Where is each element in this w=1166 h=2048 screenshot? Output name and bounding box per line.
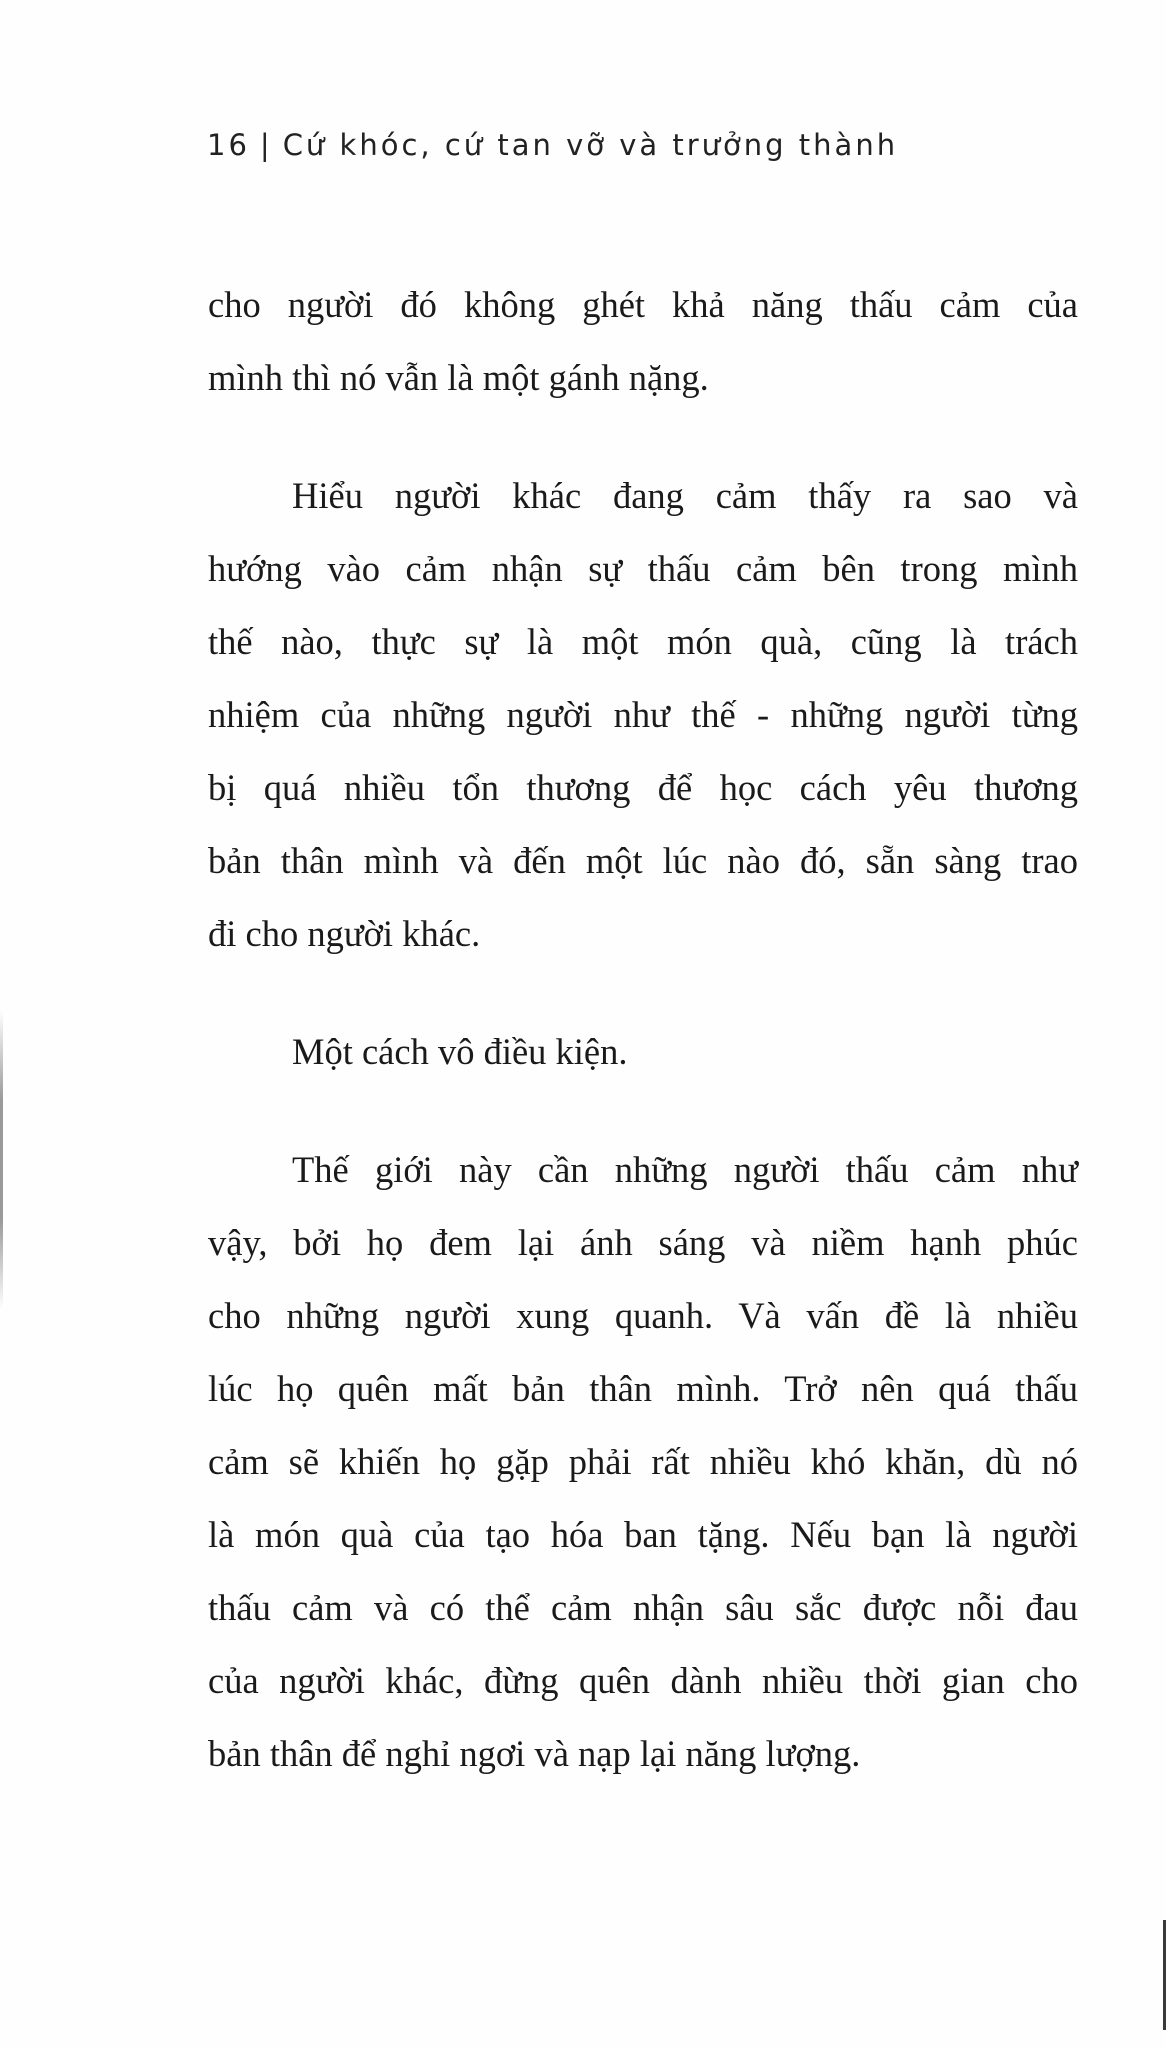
text-line: thấu cảm và có thể cảm nhận sâu sắc được nỗi đau [208, 1587, 1078, 1628]
text-line: bản thân để nghỉ ngơi và nạp lại năng lượng. [208, 1733, 861, 1774]
text-line: là món quà của tạo hóa ban tặng. Nếu bạn là người [208, 1514, 1078, 1555]
text-line: cho những người xung quanh. Và vấn đề là nhiều [208, 1295, 1078, 1336]
text-line: vậy, bởi họ đem lại ánh sáng và niềm hạnh phúc [208, 1222, 1078, 1263]
text-line: nhiệm của những người như thế - những người từng [208, 694, 1078, 735]
body-text [208, 268, 1078, 1835]
running-header [207, 128, 898, 162]
text-line: cho người đó không ghét khả năng thấu cảm của [208, 284, 1078, 325]
text-line: cảm sẽ khiến họ gặp phải rất nhiều khó khăn, dù nó [208, 1441, 1078, 1482]
paragraph [208, 1133, 1078, 1790]
text-line: Một cách vô điều kiện. [292, 1031, 628, 1072]
text-line: thế nào, thực sự là một món quà, cũng là trách [208, 621, 1078, 662]
text-line: bản thân mình và đến một lúc nào đó, sẵn sàng trao [208, 840, 1078, 881]
text-line: hướng vào cảm nhận sự thấu cảm bên trong mình [208, 548, 1078, 589]
paragraph-continuation [208, 268, 1078, 414]
text-line: mình thì nó vẫn là một gánh nặng. [208, 357, 709, 398]
text-line: bị quá nhiều tổn thương để học cách yêu thương [208, 767, 1078, 808]
text-line: Hiểu người khác đang cảm thấy ra sao và [292, 475, 1078, 516]
text-line: đi cho người khác. [208, 913, 481, 954]
paragraph [208, 459, 1078, 970]
page-number: 16 [207, 128, 250, 162]
paragraph [208, 1015, 1078, 1088]
scan-edge-mark-left [0, 1010, 3, 1310]
header-separator: | [259, 128, 273, 162]
text-line: Thế giới này cần những người thấu cảm như [292, 1149, 1078, 1190]
text-line: của người khác, đừng quên dành nhiều thời gian cho [208, 1660, 1078, 1701]
text-line: lúc họ quên mất bản thân mình. Trở nên quá thấu [208, 1368, 1078, 1409]
book-title: Cứ khóc, cứ tan vỡ và trưởng thành [282, 128, 899, 162]
